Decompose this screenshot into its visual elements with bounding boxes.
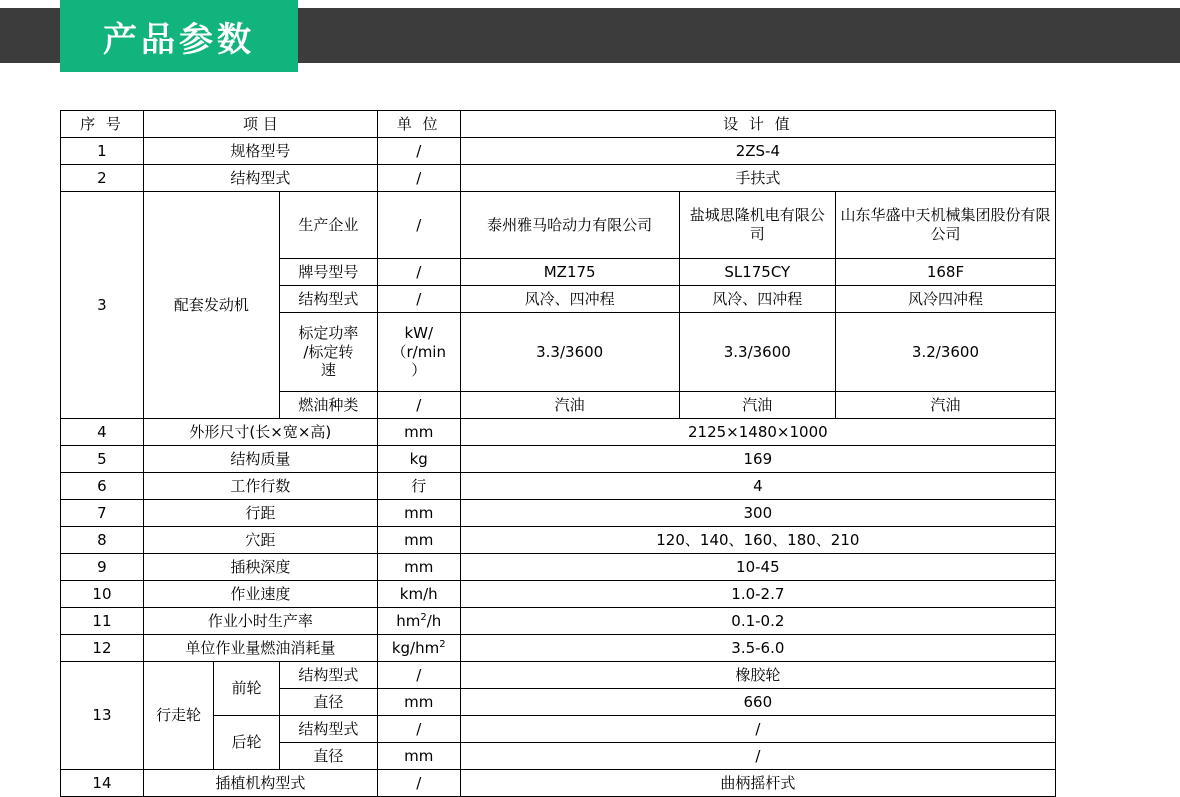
row-item: 插秧深度	[143, 554, 377, 581]
table-row	[61, 419, 1056, 446]
row-value: 手扶式	[460, 165, 1055, 192]
row-value: 2ZS-4	[460, 138, 1055, 165]
header-no: 序 号	[61, 111, 144, 138]
row-unit: /	[377, 165, 460, 192]
table-row	[61, 608, 1056, 635]
row-item: 穴距	[143, 527, 377, 554]
banner-title-chip	[60, 0, 298, 72]
row-item: 结构型式	[143, 165, 377, 192]
row-value: 4	[460, 473, 1055, 500]
row-value: 10-45	[460, 554, 1055, 581]
row-no: 5	[61, 446, 144, 473]
row-no: 8	[61, 527, 144, 554]
engine-model-1: MZ175	[460, 259, 679, 286]
engine-structure-3: 风冷四冲程	[835, 286, 1055, 313]
table-row	[61, 165, 1056, 192]
engine-sub-label-fuel: 燃油种类	[279, 392, 377, 419]
row-unit: mm	[377, 527, 460, 554]
row-value: 1.0-2.7	[460, 581, 1055, 608]
engine-fuel-3: 汽油	[835, 392, 1055, 419]
engine-structure-2: 风冷、四冲程	[679, 286, 835, 313]
engine-power-unit-line1: kW/	[404, 323, 434, 342]
row-no: 9	[61, 554, 144, 581]
table-row	[61, 581, 1056, 608]
wheel-group-rear: 后轮	[214, 716, 280, 770]
row-unit: 行	[377, 473, 460, 500]
engine-row-manufacturer	[61, 192, 1056, 259]
table-row	[61, 554, 1056, 581]
wheel-group-front: 前轮	[214, 662, 280, 716]
row-value: 300	[460, 500, 1055, 527]
row-unit	[377, 635, 460, 662]
row-unit: mm	[377, 500, 460, 527]
engine-unit-fuel: /	[377, 392, 460, 419]
table-row	[61, 770, 1056, 797]
wheel-front-diameter-value: 660	[460, 689, 1055, 716]
wheel-rear-diameter-value: /	[460, 743, 1055, 770]
wheel-front-diameter-label: 直径	[279, 689, 377, 716]
header-value: 设 计 值	[460, 111, 1055, 138]
table-row	[61, 527, 1056, 554]
engine-power-3: 3.2/3600	[835, 313, 1055, 392]
table-row	[61, 500, 1056, 527]
wheel-rear-structure-label: 结构型式	[279, 716, 377, 743]
row-unit-sup: 2	[439, 638, 446, 650]
row-no: 13	[61, 662, 144, 770]
wheel-front-structure-label: 结构型式	[279, 662, 377, 689]
row-item: 外形尺寸(长×宽×高)	[143, 419, 377, 446]
engine-sub-label-model: 牌号型号	[279, 259, 377, 286]
row-item: 规格型号	[143, 138, 377, 165]
row-item: 作业速度	[143, 581, 377, 608]
engine-model-3: 168F	[835, 259, 1055, 286]
row-no: 11	[61, 608, 144, 635]
wheel-row-front-structure	[61, 662, 1056, 689]
row-no: 1	[61, 138, 144, 165]
row-value: 120、140、160、180、210	[460, 527, 1055, 554]
row-value: 169	[460, 446, 1055, 473]
engine-sub-label-structure: 结构型式	[279, 286, 377, 313]
engine-sub-label-power	[279, 313, 377, 392]
row-value: 0.1-0.2	[460, 608, 1055, 635]
engine-unit-model: /	[377, 259, 460, 286]
engine-fuel-2: 汽油	[679, 392, 835, 419]
table-row	[61, 473, 1056, 500]
wheel-rear-diameter-label: 直径	[279, 743, 377, 770]
engine-manufacturer-1: 泰州雅马哈动力有限公司	[460, 192, 679, 259]
engine-power-unit-line2: （r/min	[391, 342, 446, 361]
engine-unit-structure: /	[377, 286, 460, 313]
row-unit-sup: 2	[420, 611, 427, 623]
row-value: 2125×1480×1000	[460, 419, 1055, 446]
engine-manufacturer-2: 盐城思隆机电有限公司	[679, 192, 835, 259]
row-value: 曲柄摇杆式	[460, 770, 1055, 797]
row-item: 配套发动机	[143, 192, 279, 419]
row-unit	[377, 608, 460, 635]
row-unit: mm	[377, 554, 460, 581]
table-row	[61, 635, 1056, 662]
engine-unit-manufacturer: /	[377, 192, 460, 259]
engine-fuel-1: 汽油	[460, 392, 679, 419]
row-item: 行距	[143, 500, 377, 527]
wheel-rear-structure-unit: /	[377, 716, 460, 743]
row-no: 12	[61, 635, 144, 662]
row-item: 单位作业量燃油消耗量	[143, 635, 377, 662]
product-parameter-table	[60, 110, 1056, 797]
row-unit: km/h	[377, 581, 460, 608]
spec-table-container	[60, 110, 1056, 797]
header-item: 项 目	[143, 111, 377, 138]
row-unit: kg	[377, 446, 460, 473]
row-no: 2	[61, 165, 144, 192]
table-row	[61, 446, 1056, 473]
row-no: 14	[61, 770, 144, 797]
row-item: 结构质量	[143, 446, 377, 473]
page-banner	[0, 0, 1180, 72]
engine-power-label-line2: /标定转	[303, 342, 354, 361]
wheel-front-structure-unit: /	[377, 662, 460, 689]
row-no: 4	[61, 419, 144, 446]
table-row	[61, 138, 1056, 165]
wheel-front-structure-value: 橡胶轮	[460, 662, 1055, 689]
row-item: 行走轮	[143, 662, 213, 770]
row-no: 10	[61, 581, 144, 608]
row-unit-base: hm	[396, 611, 421, 630]
engine-power-unit-line3: ）	[411, 361, 427, 380]
row-item: 插植机构型式	[143, 770, 377, 797]
wheel-rear-diameter-unit: mm	[377, 743, 460, 770]
row-item: 工作行数	[143, 473, 377, 500]
engine-model-2: SL175CY	[679, 259, 835, 286]
engine-sub-label-manufacturer: 生产企业	[279, 192, 377, 259]
table-header-row	[61, 111, 1056, 138]
wheel-front-diameter-unit: mm	[377, 689, 460, 716]
header-unit: 单 位	[377, 111, 460, 138]
row-item: 作业小时生产率	[143, 608, 377, 635]
row-no: 3	[61, 192, 144, 419]
banner-title: 产品参数	[103, 19, 255, 60]
engine-power-label-line3: 速	[320, 361, 336, 380]
row-unit-base: kg/hm	[391, 638, 440, 657]
row-no: 7	[61, 500, 144, 527]
engine-power-label-line1: 标定功率	[298, 323, 359, 342]
row-no: 6	[61, 473, 144, 500]
row-unit-tail: /h	[426, 611, 442, 630]
engine-power-2: 3.3/3600	[679, 313, 835, 392]
engine-manufacturer-3: 山东华盛中天机械集团股份有限公司	[835, 192, 1055, 259]
engine-unit-power	[377, 313, 460, 392]
wheel-rear-structure-value: /	[460, 716, 1055, 743]
engine-structure-1: 风冷、四冲程	[460, 286, 679, 313]
engine-power-1: 3.3/3600	[460, 313, 679, 392]
row-value: 3.5-6.0	[460, 635, 1055, 662]
row-unit: mm	[377, 419, 460, 446]
row-unit: /	[377, 138, 460, 165]
row-unit: /	[377, 770, 460, 797]
